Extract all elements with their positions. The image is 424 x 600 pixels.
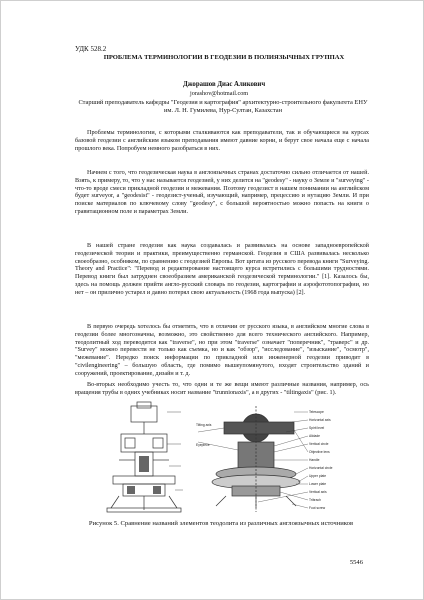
svg-text:Tilting axis <box>196 423 212 427</box>
figure-label: Vertical circle <box>309 442 329 446</box>
paragraph-text: Проблемы терминологии, с которыми сталкиваются как преподаватели, так и обучающиеся на курсах базовой геодезии с английским языком преподавания имеют давние корни, и берут свое начала еще с начала прошлого века. Попробуем немного разобраться в них. <box>75 129 369 152</box>
svg-text:Horizontal circle <box>309 466 333 470</box>
figure-caption: Рисунок 5. Сравнение названий элементов теодолита из различных англоязычных источников <box>88 520 354 527</box>
paragraph-3 <box>75 242 369 299</box>
author-email[interactable]: jorashov@hotmail.com <box>190 90 249 97</box>
page-number: 5546 <box>349 559 363 566</box>
svg-text:Objective lens <box>309 450 330 454</box>
svg-text:Telescope <box>309 410 324 414</box>
svg-text:Horizontal axis <box>309 418 331 422</box>
figure-label: Alidade <box>309 434 320 438</box>
svg-text:Tribrach <box>309 498 321 502</box>
paragraph-text: Начнем с того, что геодезическая наука в англоязычных странах достаточно сильно отличается от нашей. Взять, к примеру, то, что у нас называется геодезией, у них делится на "geodesy" - науку о Земле и "surveying" - что-то вроде смеси прикладной геодезии и межевания. Поэтому геодезист в нашем понимании на английском будет surveyor, а "geodesist" - геодезист-ученый, изучающий, например, прецессию и нутацию Земли. И при поиске материалов по ключевому слову "geodesy", с большой вероятностью можно попасть на книги о гравитационном поле и параметрах Земли. <box>75 169 369 215</box>
theodolite-drawing-left <box>105 400 187 515</box>
figure-label: Tilting axis <box>196 423 212 427</box>
figure-label: Upper plate <box>309 474 327 478</box>
figure-label: Horizontal axis <box>309 418 331 422</box>
udk-code: УДК 528.2 <box>75 45 107 53</box>
figure-label: Vertical axis <box>309 490 327 494</box>
figure-label: Eyepiece <box>196 443 210 447</box>
paragraph-5 <box>75 381 369 399</box>
svg-text:Handle <box>309 458 320 462</box>
svg-text:Foot screw <box>309 506 326 510</box>
paragraph-text: Во-вторых необходимо учесть то, что одни и те же вещи имеют различные названия, например, ось вращения трубы в одних учебниках носит название "trunnionaxis", а в других - "tiltingaxis" (рис. 1). <box>75 381 369 396</box>
figure-label: Telescope <box>309 410 324 414</box>
figure-label: Foot screw <box>309 506 326 510</box>
figure-label: Lower plate <box>309 482 327 486</box>
paragraph-text: В первую очередь хотелось бы отметить, что в отличии от русского языка, в английском многие слова в геодезии более многозначны, возможно, это свойственно для всего технического английского. Например, теодолитный ход переводится как "traverse", но при этом "traverse" означает "поперечник", "траверс" и др. "Survey" можно перевести не только как съемка, но и как "обзор", "исследование", "изыскание", "осмотр", "межевание". Нередко поиск информации по прикладной или инженерной геодезии приводит в "civilengineering" – большую область, где помимо вышеупомянутого, входят строительство зданий и сооружений, проектирование, дизайн и т. д. <box>75 323 369 377</box>
theodolite-schematic-right <box>196 402 352 514</box>
paragraph-4 <box>75 323 369 380</box>
svg-text:Alidade <box>309 434 320 438</box>
paper-title: ПРОБЛЕМА ТЕРМИНОЛОГИИ В ГЕОДЕЗИИ В ПОЛИЯЗЫЧНЫХ ГРУППАХ <box>103 54 345 61</box>
svg-text:Upper plate <box>309 474 326 478</box>
svg-text:Vertical circle <box>309 442 329 446</box>
paragraph-text: В нашей стране геодезия как наука создавалась и развивалась на основе западноевропейской геодезической теории и практики, преимущественно германской. Геодезия в США развивалась несколько своеобразно, особняком, по сравнению с геодезией Европы. Вот цитата из русского перевода книги "Surveying. Theory and Practice": "Перевод и редактирование настоящего курса встретились с большими трудностями. Перевод книги был затруднен своеобразием американской геодезической терминологии." [1]. Казалось бы, здесь на помощь должен прийти англо-русский словарь по геодезии, картографии и аэрофототопографии, но нет – он прилично устарел и давно потерял свою актуальность (1968 года выпуска) [2]. <box>75 242 369 296</box>
paragraph-2 <box>75 169 369 218</box>
paragraph-1 <box>75 129 369 154</box>
author-name: Джорашов Диас Аликович <box>183 81 266 88</box>
figure-label: Horizontal circle <box>309 466 333 470</box>
figure-label: Objective lens <box>309 450 330 454</box>
author-affiliation: Старший преподаватель кафедры "Геодезия и картография" архитектурно-строительного факультета ЕНУ им. Л. Н. Гумилева, Нур-Султан, Казахстан <box>78 99 368 115</box>
figure-label: Spirit level <box>309 426 325 430</box>
svg-text:Lower plate <box>309 482 326 486</box>
svg-text:Spirit level <box>309 426 324 430</box>
figure-label: Handle <box>309 458 320 462</box>
svg-text:Vertical axis <box>309 490 327 494</box>
figure-label: Tribrach <box>309 498 321 502</box>
svg-text:Eyepiece <box>196 443 210 447</box>
